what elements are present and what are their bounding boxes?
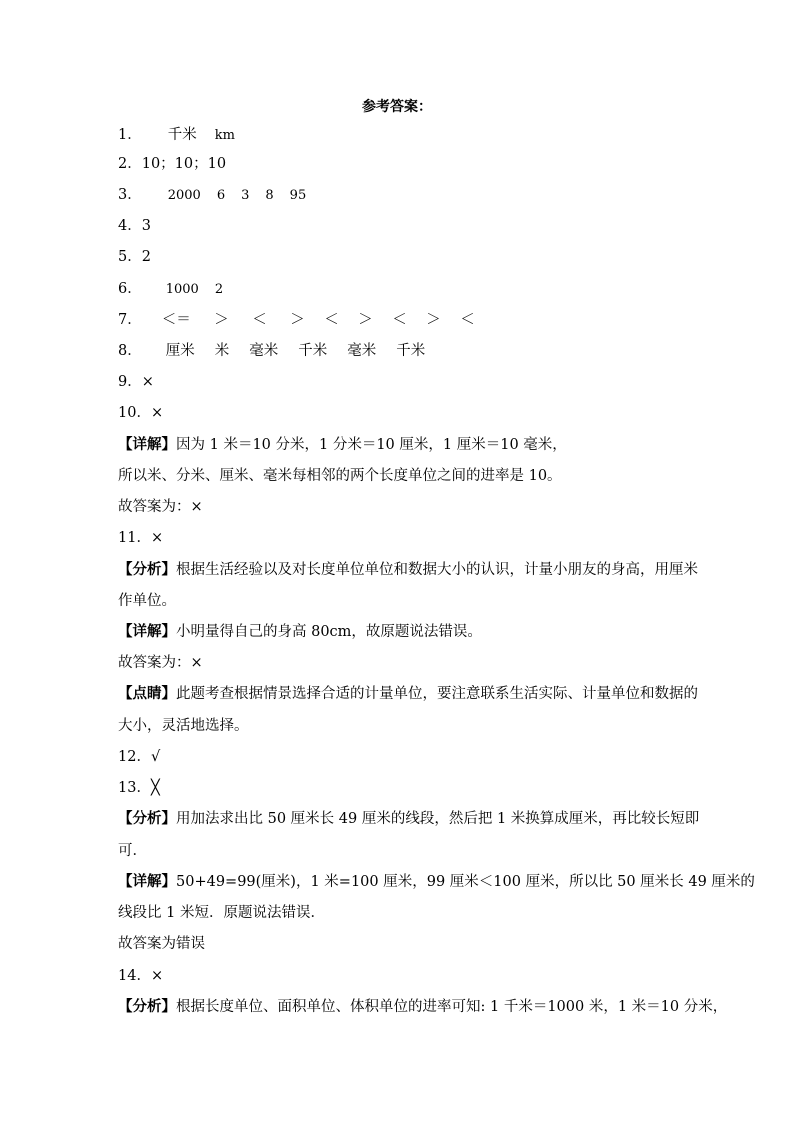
unit-answer: 厘米: [165, 343, 195, 359]
answer-13-analysis: [118, 809, 698, 829]
comparison-symbol: ＜: [324, 312, 339, 328]
answer-value: km: [214, 128, 235, 143]
detail-text: 因为 1 米＝10 分米，1 分米＝10 厘米，1 厘米＝10 毫米，: [176, 437, 567, 453]
analysis-tag: 【分析】: [118, 561, 176, 578]
comment-tag: 【点睛】: [118, 685, 176, 702]
answer-10-detail: [118, 435, 698, 455]
answer-2: 2．10；10；10: [118, 156, 227, 172]
answer-9: 9．×: [118, 374, 154, 390]
unit-answer: 毫米: [347, 343, 377, 359]
detail-text: 50+49=99(厘米)，1 米=100 厘米，99 厘米＜100 厘米，所以比 50 厘米长 49 厘米的: [176, 874, 755, 890]
answer-value: 2000: [167, 188, 201, 203]
analysis-text: 根据生活经验以及对长度单位单位和数据大小的认识，计量小朋友的身高，用厘米: [176, 562, 698, 578]
answer-13-conclusion: 故答案为错误: [118, 936, 205, 952]
answer-value: 千米: [167, 127, 197, 143]
detail-tag: 【详解】: [118, 436, 176, 453]
answer-8: [118, 341, 698, 361]
detail-tag: 【详解】: [118, 873, 176, 890]
comment-text: 此题考查根据情景选择合适的计量单位，要注意联系生活实际、计量单位和数据的: [176, 686, 698, 702]
unit-answer: 千米: [396, 343, 426, 359]
analysis-tag: 【分析】: [118, 998, 176, 1015]
analysis-text: 根据长度单位、面积单位、体积单位的进率可知: 1 千米＝1000 米，1 米＝10 分米，: [176, 999, 728, 1015]
comparison-symbol: ＞: [290, 312, 305, 328]
answer-value: 3: [241, 188, 250, 203]
unit-answer: 毫米: [249, 343, 279, 359]
answer-11-analysis: [118, 560, 698, 580]
answer-11-conclusion: 故答案为：×: [118, 655, 203, 671]
answer-number: 7．: [118, 312, 142, 328]
answer-10: 10．×: [118, 405, 164, 421]
answer-value: 6: [216, 188, 226, 203]
unit-answer: 米: [214, 343, 230, 359]
answer-10-conclusion: 故答案为：×: [118, 499, 203, 515]
answer-number: 1．: [118, 127, 142, 143]
answer-13-detail: [118, 872, 755, 892]
analysis-tag: 【分析】: [118, 810, 176, 827]
answer-3: [118, 185, 698, 206]
answer-11-analysis-cont: 作单位。: [118, 593, 176, 609]
detail-text: 小明量得自己的身高 80cm，故原题说法错误。: [176, 624, 482, 640]
answer-7: [118, 310, 698, 330]
answer-number: 3．: [118, 187, 142, 203]
answer-10-detail-cont: 所以米、分米、厘米、毫米每相邻的两个长度单位之间的进率是 10。: [118, 468, 562, 484]
answer-value: 95: [289, 188, 307, 203]
answer-4: 4．3: [118, 218, 151, 234]
answer-12: 12．√: [118, 749, 161, 765]
answer-14: 14．×: [118, 968, 164, 984]
page-title: 参考答案：: [362, 99, 432, 115]
answer-1: [118, 125, 698, 146]
answer-11: 11．×: [118, 530, 164, 546]
answer-13-detail-cont: 线段比 1 米短．原题说法错误．: [118, 905, 325, 921]
answer-number: 8．: [118, 343, 142, 359]
answer-value: 2: [214, 282, 224, 297]
comparison-symbol: ＜: [460, 312, 475, 328]
answer-13: 13．╳: [118, 780, 160, 796]
answer-5: 5．2: [118, 249, 151, 265]
answer-number: 6．: [118, 281, 142, 297]
analysis-text: 用加法求出比 50 厘米长 49 厘米的线段，然后把 1 米换算成厘米，再比较长短即: [176, 811, 700, 827]
answer-6: [118, 279, 698, 300]
comparison-symbol: ＞: [214, 312, 229, 328]
answer-11-comment: [118, 684, 698, 704]
answer-13-analysis-cont: 可．: [118, 843, 147, 859]
comparison-symbol: ＜: [252, 312, 267, 328]
answer-11-comment-cont: 大小，灵活地选择。: [118, 718, 249, 734]
answer-14-analysis: [118, 997, 728, 1017]
answer-value: 1000: [165, 282, 199, 297]
comparison-symbol: ＞: [426, 312, 441, 328]
comparison-symbol: ＜: [392, 312, 407, 328]
comparison-symbol: ＜: [161, 312, 177, 328]
answer-11-detail: [118, 622, 698, 642]
detail-tag: 【详解】: [118, 623, 176, 640]
unit-answer: 千米: [298, 343, 328, 359]
comparison-symbol: ＞: [358, 312, 373, 328]
comparison-symbol: ＝: [176, 312, 191, 328]
answer-value: 8: [265, 188, 274, 203]
